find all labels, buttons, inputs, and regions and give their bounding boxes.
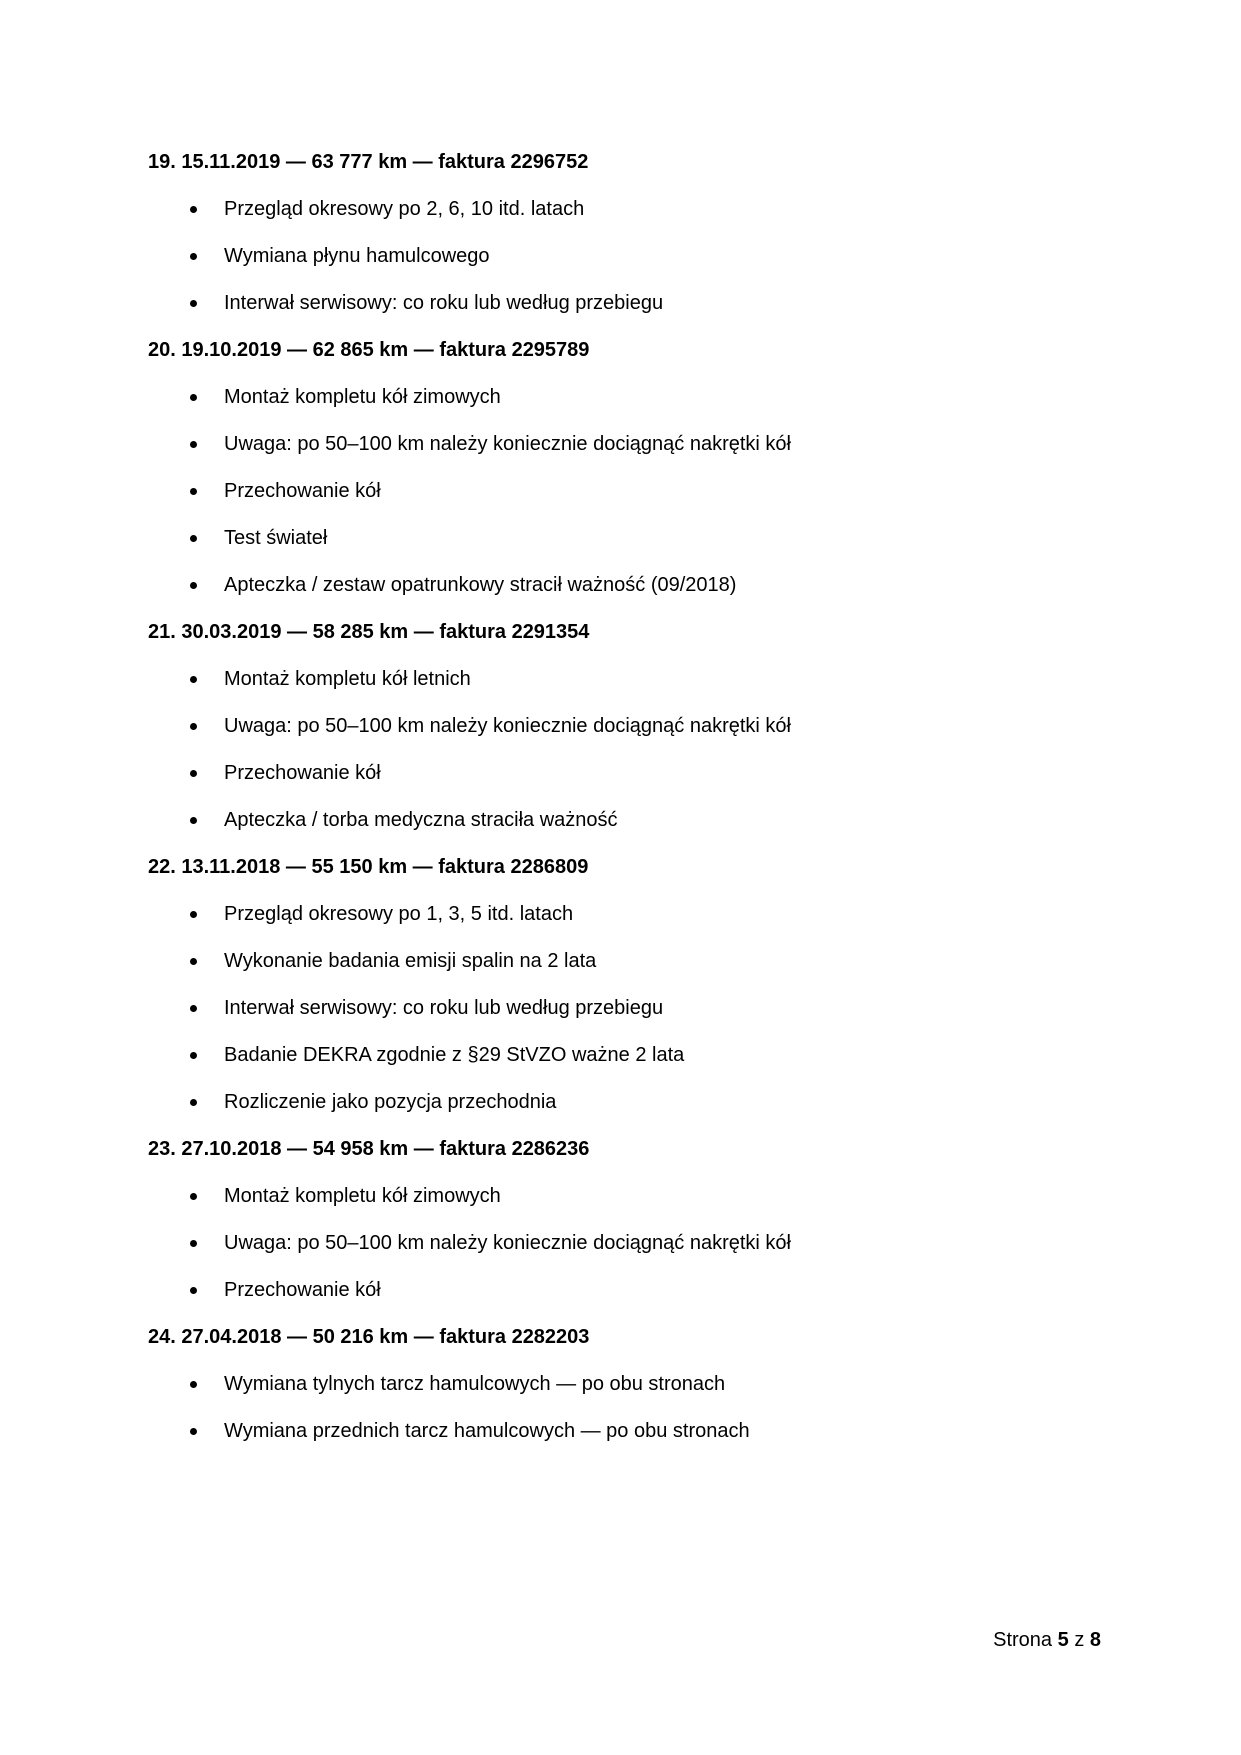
service-list-item (148, 195, 1108, 242)
service-entry-heading: 19. 15.11.2019 — 63 777 km — faktura 2296752 (148, 151, 589, 173)
bullet-icon (190, 958, 197, 965)
service-entry-heading: 24. 27.04.2018 — 50 216 km — faktura 2282203 (148, 1326, 590, 1348)
service-list-item (148, 1417, 1108, 1464)
service-list-item (148, 759, 1108, 806)
service-list-item-text: Interwał serwisowy: co roku lub według przebiegu (224, 997, 664, 1019)
bullet-icon (190, 488, 197, 495)
service-entry-heading: 23. 27.10.2018 — 54 958 km — faktura 2286236 (148, 1138, 590, 1160)
service-list-item (148, 900, 1108, 947)
service-list-item (148, 712, 1108, 759)
service-list-item-text: Przechowanie kół (224, 1279, 381, 1301)
service-list-item (148, 383, 1108, 430)
bullet-icon (190, 441, 197, 448)
service-list-item-text: Uwaga: po 50–100 km należy koniecznie dociągnąć nakrętki kół (224, 433, 792, 455)
service-list-item (148, 947, 1108, 994)
page-separator: z (1074, 1629, 1085, 1651)
bullet-icon (190, 770, 197, 777)
service-list-item-text: Interwał serwisowy: co roku lub według przebiegu (224, 292, 664, 314)
service-entry-heading: 20. 19.10.2019 — 62 865 km — faktura 2295789 (148, 339, 590, 361)
bullet-icon (190, 253, 197, 260)
current-page-number: 5 (1057, 1629, 1069, 1651)
service-list-item (148, 1229, 1108, 1276)
service-list-item-text: Badanie DEKRA zgodnie z §29 StVZO ważne 2 lata (224, 1044, 685, 1066)
service-list-item-text: Przegląd okresowy po 1, 3, 5 itd. latach (224, 903, 574, 925)
service-history-list (148, 148, 1108, 1464)
service-list-item-text: Przechowanie kół (224, 480, 381, 502)
service-list-item (148, 665, 1108, 712)
service-list-item (148, 1182, 1108, 1229)
bullet-icon (190, 723, 197, 730)
service-list-item (148, 994, 1108, 1041)
total-page-count: 8 (1089, 1629, 1101, 1651)
service-list-item-text: Wykonanie badania emisji spalin na 2 lata (224, 950, 597, 972)
page-label: Strona (993, 1629, 1053, 1651)
service-list-item-text: Montaż kompletu kół letnich (224, 668, 471, 690)
bullet-icon (190, 206, 197, 213)
service-list-item (148, 1041, 1108, 1088)
bullet-icon (190, 300, 197, 307)
service-list-item-text: Montaż kompletu kół zimowych (224, 1185, 501, 1207)
service-list-item (148, 1276, 1108, 1323)
service-list-item-text: Uwaga: po 50–100 km należy koniecznie dociągnąć nakrętki kół (224, 1232, 792, 1254)
service-list-item (148, 242, 1108, 289)
service-list-item-text: Test świateł (224, 527, 328, 549)
service-list-item (148, 1088, 1108, 1135)
service-list-item-text: Wymiana płynu hamulcowego (224, 245, 490, 267)
service-list-item-text: Wymiana tylnych tarcz hamulcowych — po obu stronach (224, 1373, 726, 1395)
service-entry-heading: 22. 13.11.2018 — 55 150 km — faktura 2286809 (148, 856, 589, 878)
bullet-icon (190, 1052, 197, 1059)
bullet-icon (190, 535, 197, 542)
bullet-icon (190, 676, 197, 683)
bullet-icon (190, 582, 197, 589)
service-list-item-text: Wymiana przednich tarcz hamulcowych — po obu stronach (224, 1420, 750, 1442)
service-list-item (148, 430, 1108, 477)
bullet-icon (190, 394, 197, 401)
bullet-icon (190, 1287, 197, 1294)
service-entry-heading: 21. 30.03.2019 — 58 285 km — faktura 2291354 (148, 621, 590, 643)
bullet-icon (190, 1428, 197, 1435)
service-list-item-text: Rozliczenie jako pozycja przechodnia (224, 1091, 557, 1113)
service-list-item-text: Montaż kompletu kół zimowych (224, 386, 501, 408)
service-list-item (148, 1370, 1108, 1417)
service-list-item-text: Apteczka / torba medyczna straciła ważność (224, 809, 618, 831)
bullet-icon (190, 1005, 197, 1012)
service-list-item-text: Przegląd okresowy po 2, 6, 10 itd. latach (224, 198, 585, 220)
service-list-item-text: Apteczka / zestaw opatrunkowy stracił ważność (09/2018) (224, 574, 737, 596)
bullet-icon (190, 1381, 197, 1388)
bullet-icon (190, 1240, 197, 1247)
service-list-item (148, 477, 1108, 524)
service-list-item (148, 806, 1108, 853)
service-list-item (148, 289, 1108, 336)
bullet-icon (190, 1193, 197, 1200)
bullet-icon (190, 1099, 197, 1106)
bullet-icon (190, 911, 197, 918)
service-list-item-text: Przechowanie kół (224, 762, 381, 784)
service-list-item (148, 571, 1108, 618)
service-list-item (148, 524, 1108, 571)
service-list-item-text: Uwaga: po 50–100 km należy koniecznie dociągnąć nakrętki kół (224, 715, 792, 737)
bullet-icon (190, 817, 197, 824)
page-number-footer (993, 1626, 1101, 1654)
